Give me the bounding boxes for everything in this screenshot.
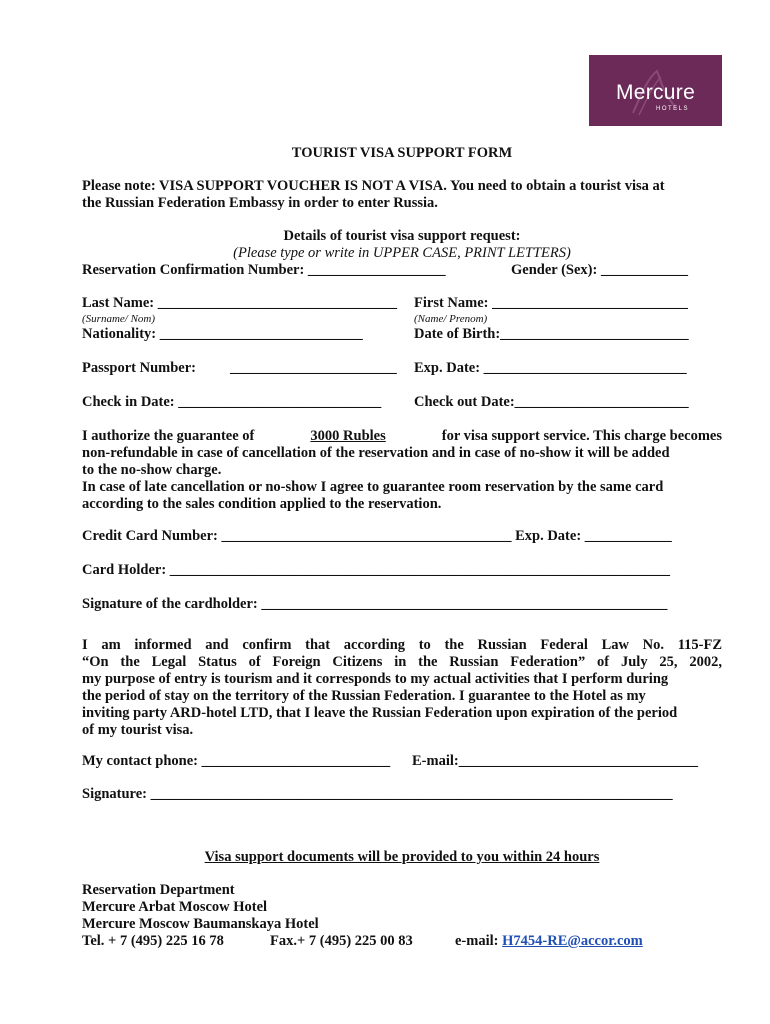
logo-sub: HOTELS: [655, 106, 689, 112]
authorize-line-4: In case of late cancellation or no-show I agree to guarantee room reservation by the same card: [82, 479, 664, 495]
form-title: TOURIST VISA SUPPORT FORM: [291, 145, 513, 161]
credit-card-field[interactable]: Credit Card Number: ________________________________________ Exp. Date: ____________: [82, 528, 672, 544]
first-name-hint: (Name/ Prenom): [414, 313, 488, 325]
authorize-amount: 3000 Rubles: [310, 428, 386, 444]
authorize-pre: I authorize the guarantee of: [82, 428, 255, 444]
footer-email-link[interactable]: H7454-RE@accor.com: [502, 933, 643, 949]
law-line-6: of my tourist visa.: [82, 722, 194, 738]
first-name-field[interactable]: First Name: ___________________________: [414, 295, 688, 311]
mercure-logo: [589, 55, 722, 126]
footer-department: Reservation Department: [82, 882, 235, 898]
nationality-field[interactable]: Nationality: ____________________________: [82, 326, 363, 342]
authorize-line-1: [82, 428, 722, 445]
details-instruction: (Please type or write in UPPER CASE, PRINT LETTERS): [233, 245, 571, 261]
footer-fax: Fax.+ 7 (495) 225 00 83: [270, 933, 413, 949]
check-in-date-field[interactable]: Check in Date: ____________________________: [82, 394, 382, 410]
authorize-line-3: to the no-show charge.: [82, 462, 222, 478]
exp-date-field[interactable]: Exp. Date: ____________________________: [414, 360, 687, 376]
footer-email: [455, 933, 643, 950]
provided-note: Visa support documents will be provided to you within 24 hours: [204, 849, 600, 865]
signature-field[interactable]: Signature: ________________________________________________________________________: [82, 786, 673, 802]
authorize-post: for visa support service. This charge becomes: [441, 428, 722, 444]
footer-email-label: e-mail:: [455, 933, 499, 949]
law-line-4: the period of stay on the territory of the Russian Federation. I guarantee to the Hotel as my: [82, 688, 646, 704]
gender-field[interactable]: Gender (Sex): ____________: [511, 262, 688, 278]
logo-brand: Mercure: [615, 81, 696, 104]
note-line-1: Please note: VISA SUPPORT VOUCHER IS NOT A VISA. You need to obtain a tourist visa at: [82, 178, 665, 194]
cardholder-signature-field[interactable]: Signature of the cardholder: ________________________________________________________: [82, 596, 668, 612]
footer-hotel-1: Mercure Arbat Moscow Hotel: [82, 899, 268, 915]
law-line-5: inviting party ARD-hotel LTD, that I leave the Russian Federation upon expiration of the period: [82, 705, 678, 721]
details-heading: Details of tourist visa support request:: [283, 228, 521, 244]
law-line-3: my purpose of entry is tourism and it corresponds to my actual activities that I perform during: [82, 671, 669, 687]
last-name-field[interactable]: Last Name: _________________________________: [82, 295, 397, 311]
last-name-hint: (Surname/ Nom): [82, 313, 156, 325]
contact-phone-field[interactable]: My contact phone: __________________________: [82, 753, 391, 769]
card-holder-field[interactable]: Card Holder: _____________________________________________________________________: [82, 562, 671, 578]
footer-tel: Tel. + 7 (495) 225 16 78: [82, 933, 224, 949]
law-line-2: “On the Legal Status of Foreign Citizens in the Russian Federation” of July 25, 2002,: [82, 654, 722, 670]
authorize-line-2: non-refundable in case of cancellation of the reservation and in case of no-show it will be added: [82, 445, 670, 461]
note-line-2: the Russian Federation Embassy in order to enter Russia.: [82, 195, 438, 211]
email-field[interactable]: E-mail:_________________________________: [412, 753, 698, 769]
reservation-number-field[interactable]: Reservation Confirmation Number: ___________________: [82, 262, 446, 278]
passport-number-line[interactable]: _______________________: [230, 360, 397, 376]
check-out-date-field[interactable]: Check out Date:________________________: [414, 394, 689, 410]
law-line-1: I am informed and confirm that according to the Russian Federal Law No. 115-FZ: [82, 637, 722, 653]
date-of-birth-field[interactable]: Date of Birth:__________________________: [414, 326, 689, 342]
authorize-line-5: according to the sales condition applied to the reservation.: [82, 496, 442, 512]
passport-number-label: Passport Number:: [82, 360, 196, 376]
footer-hotel-2: Mercure Moscow Baumanskaya Hotel: [82, 916, 319, 932]
